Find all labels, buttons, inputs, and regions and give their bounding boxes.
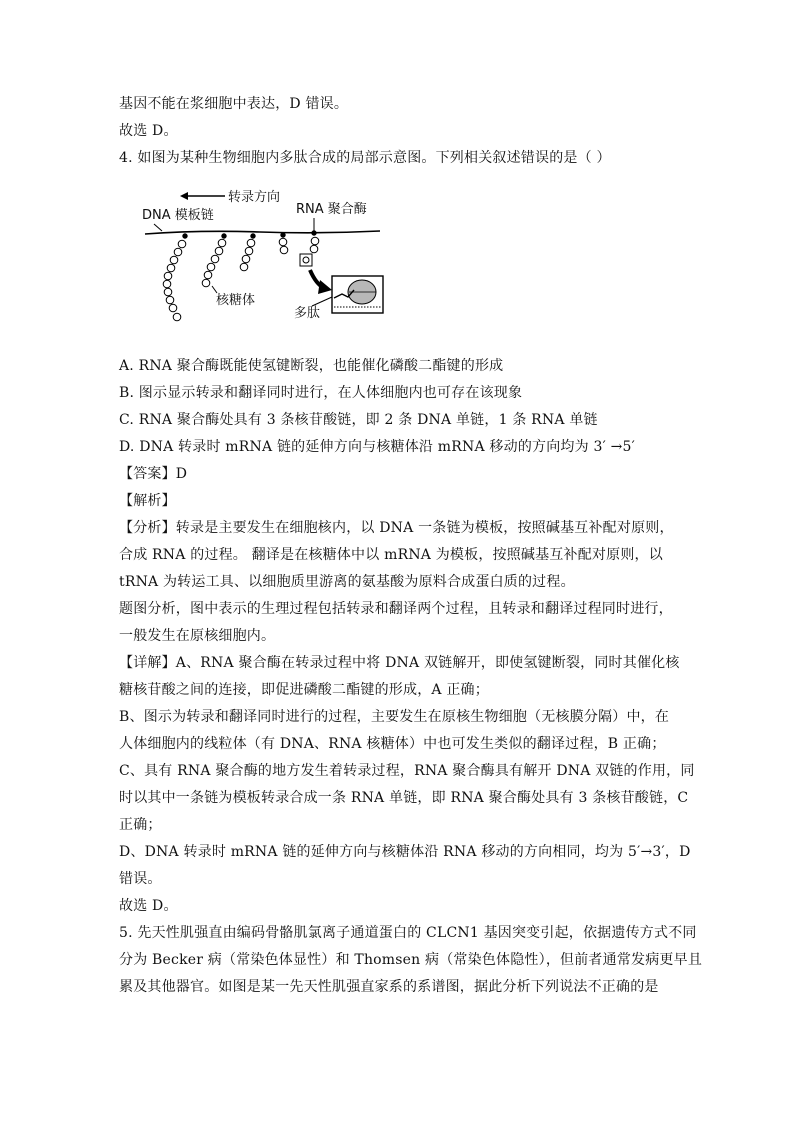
option-c: C. RNA 聚合酶处具有 3 条核苷酸链，即 2 条 DNA 单链，1 条 RNA 单链 bbox=[119, 412, 598, 428]
transcription-translation-diagram bbox=[140, 186, 390, 331]
text-line: 正确； bbox=[119, 817, 162, 833]
text-line: 分为 Becker 病（常染色体显性）和 Thomsen 病（常染色体隐性），但前者通常发病更早且 bbox=[119, 952, 703, 968]
dna-label-pointer bbox=[154, 224, 162, 231]
text-line: 人体细胞内的线粒体（有 DNA、RNA 核糖体）中也可发生类似的翻译过程，B 正确； bbox=[119, 736, 666, 752]
answer-line: 【答案】D bbox=[119, 466, 188, 482]
zoom-arrowhead bbox=[318, 280, 332, 294]
text-line: 时以其中一条链为模板转录合成一条 RNA 单链，即 RNA 聚合酶处具有 3 条核苷酸链，C bbox=[119, 790, 689, 806]
direction-arrowhead bbox=[180, 192, 188, 200]
text-line: C、具有 RNA 聚合酶的地方发生着转录过程，RNA 聚合酶具有解开 DNA 双链的作用，同 bbox=[119, 763, 695, 779]
ribosome-small bbox=[303, 257, 309, 263]
text-line: tRNA 为转运工具、以细胞质里游离的氨基酸为原料合成蛋白质的过程。 bbox=[119, 574, 575, 590]
peptide-label-pointer bbox=[312, 297, 332, 306]
text-line: 糖核苷酸之间的连接，即促进磷酸二酯键的形成，A 正确； bbox=[119, 682, 489, 698]
question-5-stem: 5. 先天性肌强直由编码骨骼肌氯离子通道蛋白的 CLCN1 基因突变引起，依据遗传方式不同 bbox=[119, 925, 697, 941]
text-line: 题图分析，图中表示的生理过程包括转录和翻译两个过程，且转录和翻译过程同时进行， bbox=[119, 601, 673, 617]
ribosome-label-pointer bbox=[212, 286, 217, 293]
text-line: 基因不能在浆细胞中表达，D 错误。 bbox=[119, 96, 349, 112]
analysis-heading: 【解析】 bbox=[119, 493, 176, 509]
text-line: 【详解】A、RNA 聚合酶在转录过程中将 DNA 双链解开，即使氢键断裂，同时其催化核 bbox=[119, 655, 680, 671]
text-line: D、DNA 转录时 mRNA 链的延伸方向与核糖体沿 RNA 移动的方向相同，均为 5′→3′，D bbox=[119, 844, 691, 860]
label-transcription-direction: 转录方向 bbox=[228, 190, 281, 205]
text-line: 故选 D。 bbox=[119, 898, 178, 914]
label-rna-polymerase: RNA 聚合酶 bbox=[296, 202, 367, 217]
option-a: A. RNA 聚合酶既能使氢键断裂，也能催化磷酸二酯键的形成 bbox=[119, 358, 504, 374]
label-ribosome: 核糖体 bbox=[216, 293, 256, 308]
label-dna-template: DNA 模板链 bbox=[142, 208, 214, 223]
polypeptide-synthesis-figure bbox=[140, 186, 390, 331]
text-line: 一般发生在原核细胞内。 bbox=[119, 628, 276, 644]
option-b: B. 图示显示转录和翻译同时进行，在人体细胞内也可存在该现象 bbox=[119, 385, 523, 401]
text-line: B、图示为转录和翻译同时进行的过程，主要发生在原核生物细胞（无核膜分隔）中，在 bbox=[119, 709, 670, 725]
text-line: 合成 RNA 的过程。 翻译是在核糖体中以 mRNA 为模板，按照碱基互补配对原则，以 bbox=[119, 547, 663, 563]
option-d: D. DNA 转录时 mRNA 链的延伸方向与核糖体沿 mRNA 移动的方向均为 3′ →5′ bbox=[119, 439, 636, 455]
label-polypeptide: 多肽 bbox=[294, 306, 321, 321]
text-line: 故选 D。 bbox=[119, 123, 178, 139]
text-line: 错误。 bbox=[119, 871, 162, 887]
text-line: 【分析】转录是主要发生在细胞核内，以 DNA 一条链为模板，按照碱基互补配对原则， bbox=[119, 520, 674, 536]
text-line: 累及其他器官。如图是某一先天性肌强直家系的系谱图，据此分析下列说法不正确的是 bbox=[119, 979, 659, 995]
dna-strand bbox=[145, 231, 380, 234]
question-4-stem: 4. 如图为某种生物细胞内多肽合成的局部示意图。下列相关叙述错误的是（ ） bbox=[119, 150, 611, 166]
